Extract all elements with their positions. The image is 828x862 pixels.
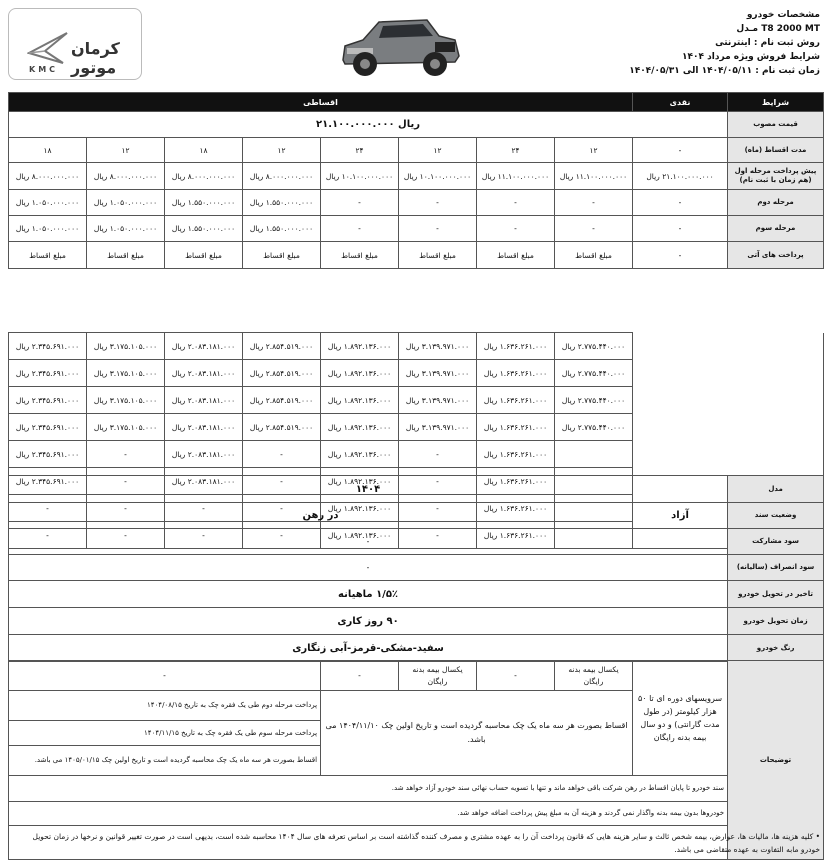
future-payment-cell: ۳.۱۷۵.۱۰۵.۰۰۰ ریال (87, 360, 165, 387)
future-payment-cell: ۳.۱۳۹.۹۷۱.۰۰۰ ریال (399, 387, 477, 414)
future-payment-cell: ۲.۰۸۳.۱۸۱.۰۰۰ ریال (165, 387, 243, 414)
future-payment-cell: ۲.۸۵۴.۵۱۹.۰۰۰ ریال (243, 387, 321, 414)
installment-cheque-note: اقساط بصورت هر سه ماه یک چک محاسبه گردیده است و تاریخ اولین چک ۱۴۰۴/۱۱/۱۰ می باشد. (321, 691, 633, 776)
future-payment-cell: ۱.۸۹۲.۱۳۶.۰۰۰ ریال (321, 522, 399, 549)
note-dash: - (477, 661, 555, 691)
future-payment-cell: - (87, 495, 165, 522)
header-bar (9, 93, 824, 112)
future-payment-cell: ۱.۶۳۶.۲۶۱.۰۰۰ ریال (477, 441, 555, 468)
insurance-free-note: یکسال بیمه بدنه رایگان (555, 661, 633, 691)
brand-logo (8, 8, 142, 80)
cash-header: نقدی (633, 93, 728, 112)
colors-label: رنگ خودرو (728, 635, 824, 662)
brand-name-fa: کرمان موتور (71, 39, 120, 77)
duration-cell: ۱۸ (165, 138, 243, 163)
future-payment-cell: - (87, 441, 165, 468)
future-payment-cell: - (399, 522, 477, 549)
delivery-label: زمان تحویل خودرو (728, 608, 824, 635)
cancel-label: سود انصراف (سالیانه) (728, 555, 824, 581)
prepay-stage2-cell: - (477, 190, 555, 216)
future-payment-cell: ۱.۸۹۲.۱۳۶.۰۰۰ ریال (321, 387, 399, 414)
future-payment-cell: ۱.۸۹۲.۱۳۶.۰۰۰ ریال (321, 414, 399, 441)
future-payment-cell: - (243, 522, 321, 549)
prepay-stage1-cell: ۱۰.۱۰۰.۰۰۰.۰۰۰ ریال (399, 163, 477, 190)
prepay-stage3-cell: - (477, 216, 555, 242)
future-col-head: مبلغ اقساط (87, 242, 165, 269)
doc-installment: در رهن (9, 503, 633, 529)
future-payment-cell: ۲.۷۷۵.۴۴۰.۰۰۰ ریال (555, 387, 633, 414)
future-col-head: مبلغ اقساط (555, 242, 633, 269)
model-value: ۱۴۰۴ (9, 476, 728, 503)
future-payment-cell: ۳.۱۷۵.۱۰۵.۰۰۰ ریال (87, 333, 165, 360)
conditions-header: شرایط (728, 93, 824, 112)
future-col-head: مبلغ اقساط (321, 242, 399, 269)
future-payment-cell: ۱.۶۳۶.۲۶۱.۰۰۰ ریال (477, 414, 555, 441)
prepay-stage2-cell: - (555, 190, 633, 216)
duration-cell: ۲۴ (321, 138, 399, 163)
cancel-value: - (9, 555, 728, 581)
doc-label: وضعیت سند (728, 503, 824, 529)
future-payment-cell: ۱.۶۳۶.۲۶۱.۰۰۰ ریال (477, 522, 555, 549)
duration-label: مدت اقساط (ماه) (728, 138, 824, 163)
duration-cell: ۱۸ (9, 138, 87, 163)
insurance-free-note: یکسال بیمه بدنه رایگان (399, 661, 477, 691)
future-payment-cell: ۲.۸۵۴.۵۱۹.۰۰۰ ریال (243, 333, 321, 360)
installment-schedule-note: اقساط بصورت هر سه ماه یک چک محاسبه گردیده است و تاریخ اولین چک ۱۴۰۵/۰۱/۱۵ می باشد. (9, 746, 321, 776)
future-payment-cell: ۱.۶۳۶.۲۶۱.۰۰۰ ریال (477, 360, 555, 387)
future-payment-cell: ۲.۰۸۳.۱۸۱.۰۰۰ ریال (165, 360, 243, 387)
prepay-stage2-cash: - (633, 190, 728, 216)
future-payment-cell: ۲.۰۸۳.۱۸۱.۰۰۰ ریال (165, 441, 243, 468)
delivery-row (9, 608, 824, 635)
future-payment-cell: ۲.۸۵۴.۵۱۹.۰۰۰ ریال (243, 414, 321, 441)
prepay-stage2-cell: - (321, 190, 399, 216)
prepay-stage3-cell: ۱.۵۵۰.۰۰۰.۰۰۰ ریال (243, 216, 321, 242)
future-payment-cell: ۳.۱۷۵.۱۰۵.۰۰۰ ریال (87, 387, 165, 414)
future-payment-cell: ۳.۱۷۵.۱۰۵.۰۰۰ ریال (87, 414, 165, 441)
partner-row (9, 529, 824, 555)
future-payment-cell: ۱.۸۹۲.۱۳۶.۰۰۰ ریال (321, 333, 399, 360)
deed-note: سند خودرو تا پایان اقساط در رهن شرکت باقی خواهد ماند و تنها با تسویه حساب نهائی سند خودرو آزاد خواهد شد. (9, 776, 728, 802)
future-head-row (9, 242, 824, 269)
registration-period: زمان ثبت نام : ۱۴۰۴/۰۵/۱۱ الی ۱۴۰۴/۰۵/۳۱ (629, 66, 820, 76)
model-row (9, 476, 824, 503)
future-payment-cell: - (165, 522, 243, 549)
prepay-title: پیش پرداخت (773, 167, 817, 175)
insurance-row (9, 661, 824, 691)
prepay-stage1-cell: ۸.۰۰۰.۰۰۰.۰۰۰ ریال (243, 163, 321, 190)
future-payment-cell: - (165, 495, 243, 522)
duration-cell: ۲۴ (477, 138, 555, 163)
prepay-stage1-label: مرحله اول (هم زمان با ثبت نام) (734, 167, 812, 184)
future-payment-cell: ۱.۸۹۲.۱۳۶.۰۰۰ ریال (321, 360, 399, 387)
prepay-stage2-cell: ۱.۰۵۰.۰۰۰.۰۰۰ ریال (87, 190, 165, 216)
delivery-value: ۹۰ روز کاری (9, 608, 728, 635)
prepay-stage3-row (9, 216, 824, 242)
delay-label: تاخیر در تحویل خودرو (728, 581, 824, 608)
cancel-row (9, 555, 824, 581)
future-payment-cell: ۲.۳۴۵.۶۹۱.۰۰۰ ریال (9, 360, 87, 387)
prepay-stage1-cash: ۲۱.۱۰۰.۰۰۰.۰۰۰ ریال (633, 163, 728, 190)
model-line: T8 2000 MT مـدل (736, 24, 820, 34)
colors-value: سفید-مشکی-قرمز-آبی زنگاری (9, 635, 728, 662)
prepay-stage3-label: مرحله سوم (728, 216, 824, 242)
prepay-stage3-cell: - (321, 216, 399, 242)
future-payment-cell: - (243, 468, 321, 495)
price-row (9, 112, 824, 138)
installment-header: اقساطی (9, 93, 633, 112)
prepay-stage3-cell: - (399, 216, 477, 242)
prepay-stage2-cell: - (399, 190, 477, 216)
prepay-stage3-cell: - (555, 216, 633, 242)
delay-value: ۱/۵٪ ماهیانه (9, 581, 728, 608)
insurance-required-note: خودروها بدون بیمه بدنه واگذار نمی گردند و هزینه آن به مبلغ پیش پرداخت اضافه خواهد شد. (9, 802, 728, 826)
future-payment-cell: ۲.۳۴۵.۶۹۱.۰۰۰ ریال (9, 441, 87, 468)
future-payment-row (9, 333, 824, 360)
future-payment-cell: ۲.۰۸۳.۱۸۱.۰۰۰ ریال (165, 333, 243, 360)
prepay-stage2-row (9, 190, 824, 216)
notes-table (8, 660, 824, 860)
future-payment-cell: ۱.۸۹۲.۱۳۶.۰۰۰ ریال (321, 495, 399, 522)
colors-row (9, 635, 824, 662)
notes-label: توضیحات (728, 661, 824, 860)
future-payment-cell: ۲.۳۴۵.۶۹۱.۰۰۰ ریال (9, 468, 87, 495)
doc-cash: آزاد (633, 503, 728, 529)
duration-row (9, 138, 824, 163)
prepay-stage1-cell: ۱۱.۱۰۰.۰۰۰.۰۰۰ ریال (555, 163, 633, 190)
duration-cell: ۱۲ (555, 138, 633, 163)
stage2-payment-note: پرداخت مرحله دوم طی یک فقره چک به تاریخ ۱۴۰۴/۰۸/۱۵ (9, 691, 321, 721)
price-label: قیمت مصوب (728, 112, 824, 138)
future-payment-cell: - (243, 495, 321, 522)
conditions-table (8, 475, 824, 662)
prepay-label (728, 163, 824, 190)
future-payment-cell: ۲.۳۴۵.۶۹۱.۰۰۰ ریال (9, 414, 87, 441)
approved-price: ۲۱.۱۰۰.۰۰۰.۰۰۰ ریال (9, 112, 728, 138)
prepay-stage1-cell: ۸.۰۰۰.۰۰۰.۰۰۰ ریال (165, 163, 243, 190)
prepay-stage2-label: مرحله دوم (728, 190, 824, 216)
future-payment-cell: ۲.۷۷۵.۴۴۰.۰۰۰ ریال (555, 360, 633, 387)
future-payment-cell: - (399, 441, 477, 468)
future-payment-cell: ۱.۸۹۲.۱۳۶.۰۰۰ ریال (321, 468, 399, 495)
future-payment-cell: ۱.۶۳۶.۲۶۱.۰۰۰ ریال (477, 495, 555, 522)
prepay-stage3-cell: ۱.۰۵۰.۰۰۰.۰۰۰ ریال (9, 216, 87, 242)
future-payment-cell: - (399, 495, 477, 522)
doc-row (9, 503, 824, 529)
deed-row (9, 776, 824, 802)
future-payment-cell: ۲.۷۷۵.۴۴۰.۰۰۰ ریال (555, 333, 633, 360)
prepay-stage2-cell: ۱.۰۵۰.۰۰۰.۰۰۰ ریال (9, 190, 87, 216)
service-note: سرویسهای دوره ای تا ۵۰ هزار کیلومتر (در طول مدت گارانتی) و دو سال بیمه بدنه رایگان (633, 661, 728, 776)
future-col-head: مبلغ اقساط (9, 242, 87, 269)
prepay-stage1-cell: ۱۰.۱۰۰.۰۰۰.۰۰۰ ریال (321, 163, 399, 190)
partner-value: - (9, 529, 728, 555)
future-payment-cell: ۳.۱۳۹.۹۷۱.۰۰۰ ریال (399, 360, 477, 387)
future-payment-cell: ۲.۸۵۴.۵۱۹.۰۰۰ ریال (243, 360, 321, 387)
future-payment-cell: - (87, 468, 165, 495)
future-payment-cell: - (243, 441, 321, 468)
pickup-truck-image (335, 2, 465, 86)
future-payment-cell: ۲.۳۴۵.۶۹۱.۰۰۰ ریال (9, 333, 87, 360)
prepay-stage2-cell: ۱.۵۵۰.۰۰۰.۰۰۰ ریال (243, 190, 321, 216)
prepay-stage3-cash: - (633, 216, 728, 242)
future-payment-cell: ۱.۸۹۲.۱۳۶.۰۰۰ ریال (321, 441, 399, 468)
prepay-stage3-cell: ۱.۵۵۰.۰۰۰.۰۰۰ ریال (165, 216, 243, 242)
future-payment-cell: ۲.۳۴۵.۶۹۱.۰۰۰ ریال (9, 387, 87, 414)
prepay-stage1-row (9, 163, 824, 190)
future-payment-cell: - (9, 522, 87, 549)
note-dash: - (321, 661, 399, 691)
header (0, 0, 828, 92)
delay-row (9, 581, 824, 608)
future-col-head: مبلغ اقساط (477, 242, 555, 269)
registration-method: روش ثبت نام : اینترنتی (715, 38, 820, 48)
future-payment-cell (555, 441, 633, 468)
future-payment-cell: ۳.۱۳۹.۹۷۱.۰۰۰ ریال (399, 414, 477, 441)
duration-cell: ۱۲ (399, 138, 477, 163)
no-insurance-row (9, 802, 824, 826)
kmc-logo-icon (27, 31, 69, 67)
future-cash: - (633, 242, 728, 269)
future-col-head: مبلغ اقساط (399, 242, 477, 269)
prepay-stage2-cell: ۱.۵۵۰.۰۰۰.۰۰۰ ریال (165, 190, 243, 216)
future-col-head: مبلغ اقساط (243, 242, 321, 269)
partner-label: سود مشارکت (728, 529, 824, 555)
vehicle-specs (629, 8, 820, 78)
future-col-head: مبلغ اقساط (165, 242, 243, 269)
prepay-stage3-cell: ۱.۰۵۰.۰۰۰.۰۰۰ ریال (87, 216, 165, 242)
prepay-stage1-cell: ۸.۰۰۰.۰۰۰.۰۰۰ ریال (87, 163, 165, 190)
footer-row (9, 826, 824, 860)
prepay-stage1-cell: ۸.۰۰۰.۰۰۰.۰۰۰ ریال (9, 163, 87, 190)
duration-cell: ۱۲ (87, 138, 165, 163)
future-payment-cell: ۲.۰۸۳.۱۸۱.۰۰۰ ریال (165, 414, 243, 441)
duration-cell: ۱۲ (243, 138, 321, 163)
specs-title: مشخصات خودرو (746, 10, 820, 20)
future-payment-cell: ۱.۶۳۶.۲۶۱.۰۰۰ ریال (477, 387, 555, 414)
pricing-table (8, 92, 824, 269)
footer-note: • کلیه هزینه ها، مالیات ها، عوارض، بیمه شخص ثالث و سایر هزینه هایی که قانون پرداخت آن را به عهده مشتری و مصرف کننده گذاشته است بر اساس تعرفه های سال ۱۴۰۴ محاسبه شده است، بدیهی است در صورت تغییر قوانین و نرخها در زمان تحویل خودرو مابه التفاوت به عهده متقاضی می باشد. (9, 826, 824, 860)
future-payment-cell: ۳.۱۳۹.۹۷۱.۰۰۰ ریال (399, 333, 477, 360)
stage3-payment-note: پرداخت مرحله سوم طی یک فقره چک به تاریخ ۱۴۰۴/۱۱/۱۵ (9, 721, 321, 746)
brand-name-en: KMC (29, 65, 59, 74)
note-dash: - (9, 661, 321, 691)
future-payment-cell: - (399, 468, 477, 495)
future-payment-cell: ۱.۶۳۶.۲۶۱.۰۰۰ ریال (477, 333, 555, 360)
future-payment-cell: ۲.۷۷۵.۴۴۰.۰۰۰ ریال (555, 414, 633, 441)
future-payment-cell: ۱.۶۳۶.۲۶۱.۰۰۰ ریال (477, 468, 555, 495)
future-payment-cell: ۲.۰۸۳.۱۸۱.۰۰۰ ریال (165, 468, 243, 495)
prepay-stage1-cell: ۱۱.۱۰۰.۰۰۰.۰۰۰ ریال (477, 163, 555, 190)
future-payment-cell: - (87, 522, 165, 549)
model-label: مدل (728, 476, 824, 503)
future-payment-cell: - (9, 495, 87, 522)
duration-cash: - (633, 138, 728, 163)
future-label: پرداخت های آتی (728, 242, 824, 269)
sale-conditions: شرایط فروش ویژه مرداد ۱۴۰۴ (682, 52, 820, 62)
